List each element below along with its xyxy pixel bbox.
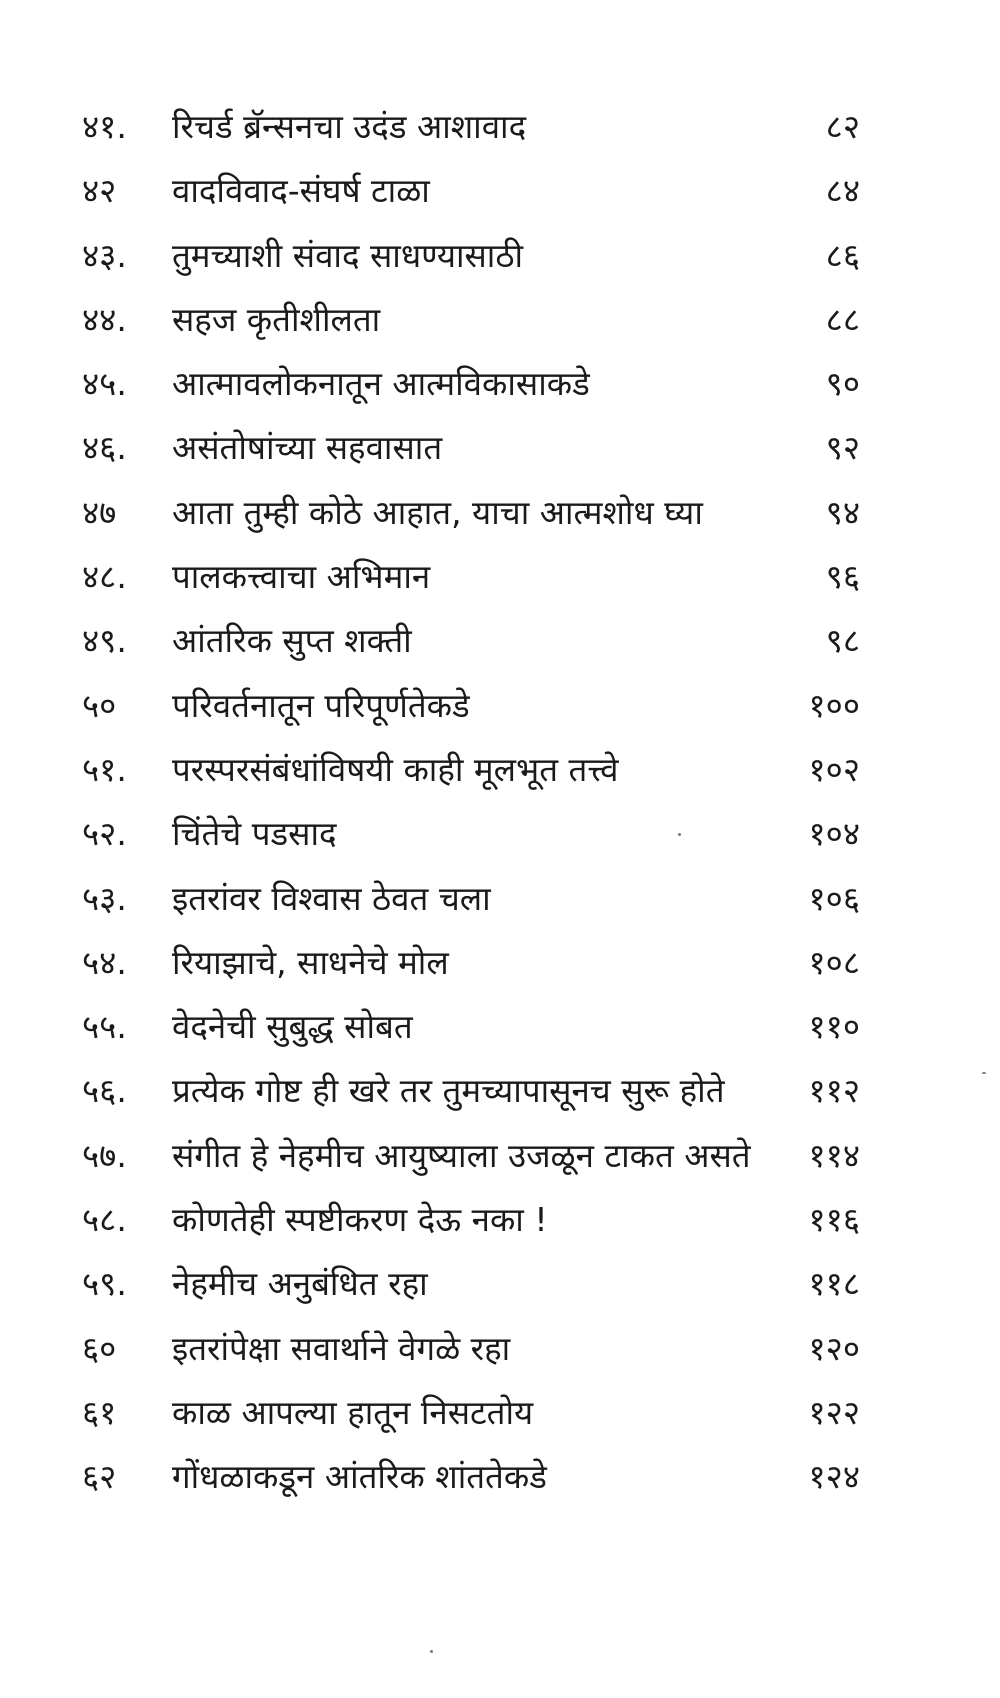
- page-number: ९४: [825, 492, 860, 532]
- page-number: ११०: [808, 1007, 860, 1047]
- chapter-title: आंतरिक सुप्त शक्ती: [172, 621, 412, 661]
- toc-entry: [0, 159, 1000, 223]
- chapter-number: ५८.: [82, 1200, 127, 1240]
- chapter-number: ४१.: [82, 107, 127, 146]
- page-number: १००: [808, 685, 860, 725]
- chapter-title: गोंधळाकडून आंतरिक शांततेकडे: [172, 1457, 547, 1497]
- toc-entry: [0, 416, 1000, 480]
- chapter-title: रियाझाचे, साधनेचे मोल: [172, 942, 449, 982]
- toc-entry: [0, 674, 1000, 738]
- toc-entry: [0, 1059, 1000, 1123]
- table-of-contents: [0, 95, 1000, 1510]
- chapter-number: ६२: [82, 1457, 117, 1497]
- paper-speck: [430, 1650, 433, 1653]
- chapter-title: इतरांवर विश्वास ठेवत चला: [172, 878, 491, 918]
- toc-entry: [0, 609, 1000, 673]
- chapter-title: काळ आपल्या हातून निसटतोय: [172, 1392, 534, 1432]
- chapter-title: प्रत्येक गोष्ट ही खरे तर तुमच्यापासूनच सुरू होते: [172, 1071, 725, 1111]
- chapter-title: तुमच्याशी संवाद साधण्यासाठी: [172, 235, 524, 275]
- paper-speck: [982, 1072, 986, 1074]
- chapter-number: ५४.: [82, 942, 127, 982]
- page-number: ११४: [808, 1135, 860, 1175]
- chapter-title: असंतोषांच्या सहवासात: [172, 428, 443, 468]
- chapter-title: आत्मावलोकनातून आत्मविकासाकडे: [172, 364, 590, 404]
- toc-entry: [0, 1317, 1000, 1381]
- toc-entry: [0, 1252, 1000, 1316]
- toc-entry: [0, 288, 1000, 352]
- page-number: १२०: [808, 1328, 860, 1368]
- chapter-title: सहज कृतीशीलता: [172, 299, 381, 339]
- chapter-title: वेदनेची सुबुद्ध सोबत: [172, 1007, 413, 1047]
- page-number: ११६: [808, 1200, 860, 1240]
- chapter-number: ५७.: [82, 1135, 127, 1175]
- page-number: ८२: [825, 107, 860, 146]
- chapter-title: कोणतेही स्पष्टीकरण देऊ नका !: [172, 1200, 548, 1240]
- chapter-number: ५९.: [82, 1264, 127, 1304]
- page-number: ११२: [808, 1071, 860, 1111]
- page-number: ८४: [825, 171, 860, 211]
- toc-entry: [0, 545, 1000, 609]
- chapter-title: परिवर्तनातून परिपूर्णतेकडे: [172, 685, 470, 725]
- toc-entry: [0, 995, 1000, 1059]
- chapter-number: ५१.: [82, 749, 127, 789]
- toc-entry: [0, 1381, 1000, 1445]
- page-number: ९६: [825, 557, 860, 597]
- toc-entry: [0, 1188, 1000, 1252]
- toc-entry: [0, 867, 1000, 931]
- page-number: १०४: [808, 814, 860, 854]
- page-number: १२२: [808, 1392, 860, 1432]
- chapter-title: संगीत हे नेहमीच आयुष्याला उजळून टाकत असते: [172, 1135, 751, 1175]
- page-number: ११८: [808, 1264, 860, 1304]
- toc-entry: [0, 738, 1000, 802]
- chapter-number: ५३.: [82, 878, 127, 918]
- chapter-number: ४८.: [82, 557, 127, 597]
- chapter-number: ५६.: [82, 1071, 127, 1111]
- page-number: ९८: [825, 621, 860, 661]
- page-number: ९२: [825, 428, 860, 468]
- paper-speck: [678, 833, 681, 836]
- toc-entry: [0, 352, 1000, 416]
- chapter-number: ६०: [82, 1328, 117, 1368]
- toc-entry: [0, 1124, 1000, 1188]
- toc-entry: [0, 931, 1000, 995]
- chapter-title: पालकत्त्वाचा अभिमान: [172, 557, 431, 597]
- page-number: १२४: [808, 1457, 860, 1497]
- toc-entry: [0, 481, 1000, 545]
- chapter-number: ४६.: [82, 428, 127, 468]
- chapter-number: ४२: [82, 171, 117, 211]
- chapter-number: ४७: [82, 492, 117, 532]
- chapter-number: ४३.: [82, 235, 127, 275]
- page-number: ९०: [825, 364, 860, 404]
- chapter-title: रिचर्ड ब्रॅन्सनचा उदंड आशावाद: [172, 107, 527, 146]
- page-number: ८६: [825, 235, 860, 275]
- toc-entry: [0, 95, 1000, 159]
- chapter-number: ५०: [82, 685, 117, 725]
- chapter-title: परस्परसंबंधांविषयी काही मूलभूत तत्त्वे: [172, 749, 619, 789]
- page-number: ८८: [825, 299, 860, 339]
- page-number: १०६: [808, 878, 860, 918]
- chapter-number: ५२.: [82, 814, 127, 854]
- chapter-title: आता तुम्ही कोठे आहात, याचा आत्मशोध घ्या: [172, 492, 703, 532]
- toc-entry: [0, 802, 1000, 866]
- chapter-number: ४५.: [82, 364, 127, 404]
- chapter-number: ४९.: [82, 621, 127, 661]
- chapter-number: ६१: [82, 1392, 117, 1432]
- chapter-title: इतरांपेक्षा सवार्थाने वेगळे रहा: [172, 1328, 511, 1368]
- toc-entry: [0, 1445, 1000, 1509]
- page-number: १०२: [808, 749, 860, 789]
- chapter-title: चिंतेचे पडसाद: [172, 814, 337, 854]
- chapter-title: वादविवाद-संघर्ष टाळा: [172, 171, 430, 211]
- chapter-number: ५५.: [82, 1007, 127, 1047]
- chapter-title: नेहमीच अनुबंधित रहा: [172, 1264, 428, 1304]
- chapter-number: ४४.: [82, 299, 127, 339]
- page-number: १०८: [808, 942, 860, 982]
- toc-entry: [0, 224, 1000, 288]
